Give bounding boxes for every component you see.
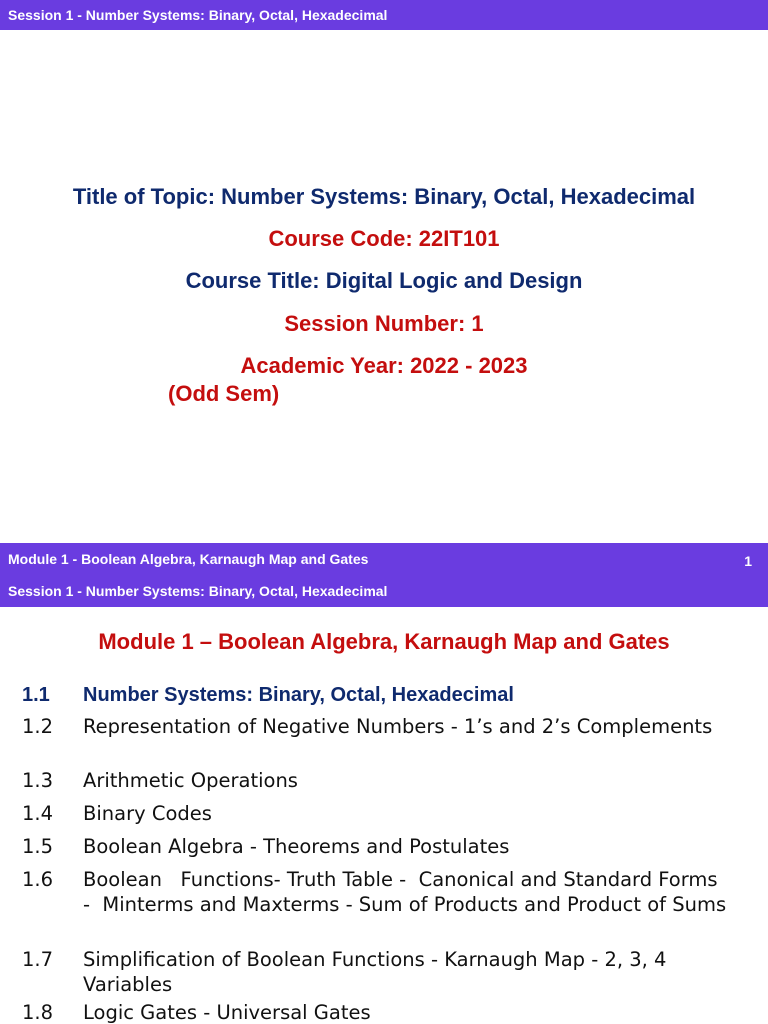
- topic-number: 1.5: [22, 835, 54, 858]
- course-code: Course Code: 22IT101: [268, 226, 500, 251]
- topic-text: Boolean Functions- Truth Table - Canonical and Standard Forms - Minterms and Maxterms - Sum of Products and Product of Sums: [83, 868, 755, 916]
- title-of-topic: Title of Topic: Number Systems: Binary, Octal, Hexadecimal: [72, 184, 696, 209]
- topic-text: Boolean Algebra - Theorems and Postulates: [83, 835, 510, 858]
- topic-number: 1.7: [22, 948, 54, 971]
- topic-number: 1.6: [22, 868, 54, 891]
- topic-text: Number Systems: Binary, Octal, Hexadecimal: [83, 684, 514, 706]
- topic-number: 1.1: [22, 684, 50, 706]
- slide1-footer-text: Module 1 - Boolean Algebra, Karnaugh Map and Gates: [8, 551, 369, 567]
- slide1-header-text: Session 1 - Number Systems: Binary, Octal, Hexadecimal: [8, 7, 388, 23]
- topic-text: Arithmetic Operations: [83, 769, 298, 792]
- topic-text: Representation of Negative Numbers - 1’s and 2’s Complements: [83, 715, 713, 738]
- topic-number: 1.2: [22, 715, 54, 738]
- topic-number: 1.4: [22, 802, 54, 825]
- topic-number: 1.8: [22, 1001, 54, 1024]
- session-number: Session Number: 1: [284, 311, 484, 336]
- semester-label: (Odd Sem): [168, 381, 280, 406]
- topic-number: 1.3: [22, 769, 54, 792]
- slide2-header-text: Session 1 - Number Systems: Binary, Octal, Hexadecimal: [8, 583, 388, 599]
- topic-text: Binary Codes: [83, 802, 212, 825]
- academic-year: Academic Year: 2022 - 2023: [240, 353, 528, 378]
- topic-text: Simplification of Boolean Functions - Karnaugh Map - 2, 3, 4 Variables: [83, 948, 667, 996]
- module-heading: Module 1 – Boolean Algebra, Karnaugh Map and Gates: [98, 629, 670, 654]
- course-title: Course Title: Digital Logic and Design: [185, 268, 583, 293]
- slide1-header-bar: [0, 0, 768, 30]
- topic-text: Logic Gates - Universal Gates: [83, 1001, 371, 1024]
- slide-divider-bar: [0, 543, 768, 607]
- page-number: 1: [744, 553, 752, 569]
